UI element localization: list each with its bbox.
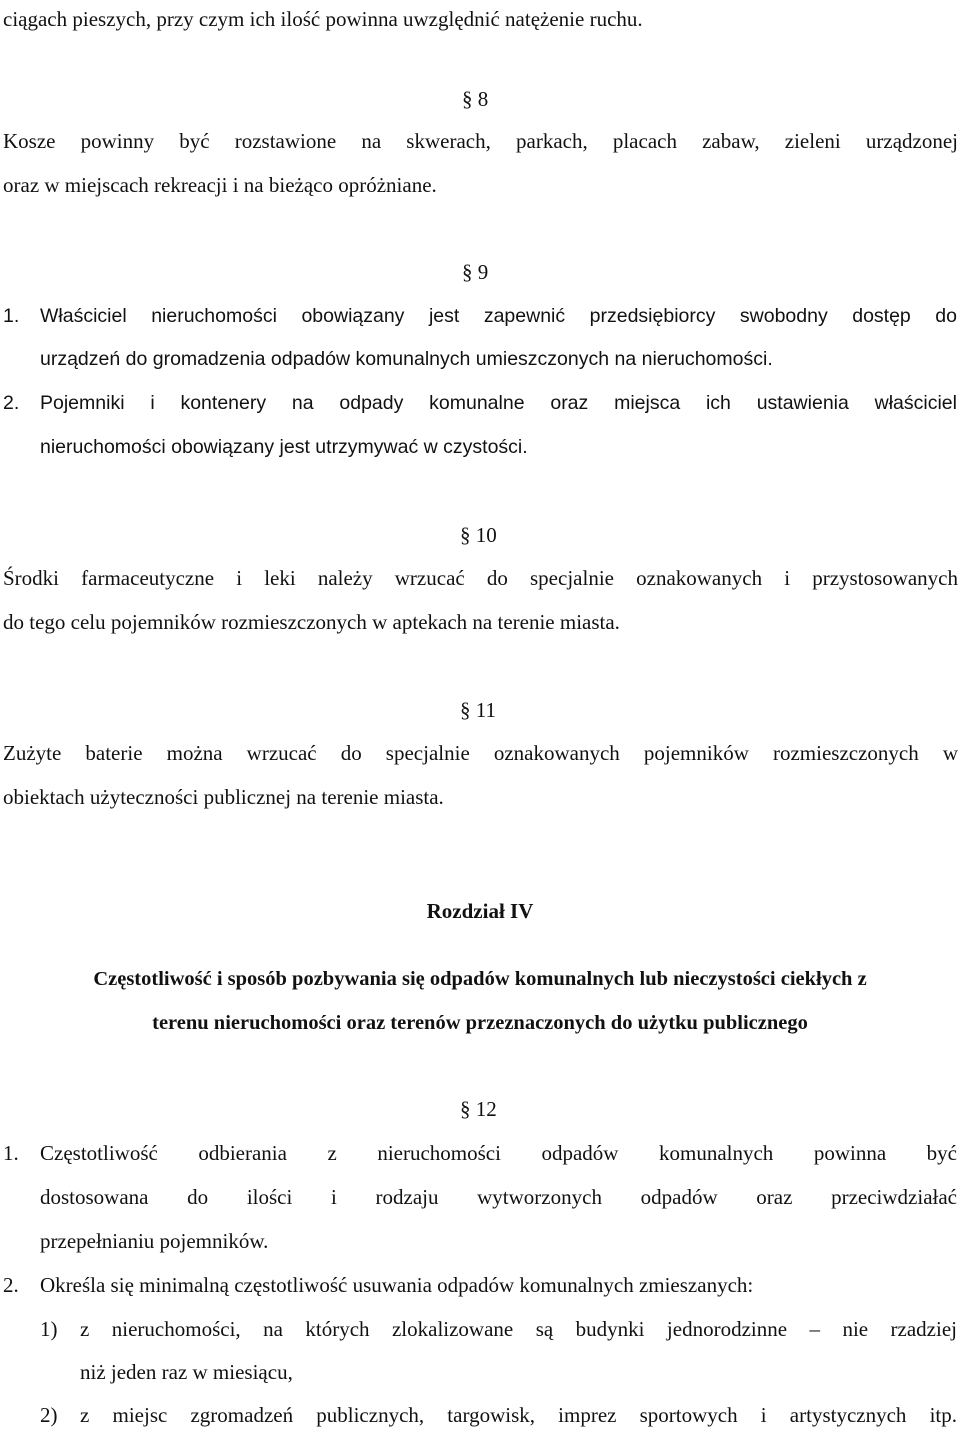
section-9-point-1-line-2: urządzeń do gromadzenia odpadów komunalnych umieszczonych na nieruchomości.: [40, 348, 773, 370]
section-12-point-1-line-1: Częstotliwość odbierania z nieruchomości odpadów komunalnych powinna być: [40, 1141, 957, 1165]
section-9-point-2-number: 2.: [3, 392, 20, 414]
list-item-1-number: 1): [40, 1317, 58, 1341]
section-8-label: § 8: [462, 87, 489, 111]
section-10-label: § 10: [460, 523, 497, 547]
section-9-point-1-number: 1.: [3, 305, 20, 327]
section-12-label: § 12: [460, 1097, 497, 1121]
list-item-1-line-2: niż jeden raz w miesiącu,: [80, 1360, 293, 1384]
section-9-point-1-line-1: Właściciel nieruchomości obowiązany jest zapewnić przedsiębiorcy swobodny dostęp do: [40, 305, 957, 327]
section-12-point-2-line: Określa się minimalną częstotliwość usuwania odpadów komunalnych zmieszanych:: [40, 1273, 754, 1297]
section-12-point-2-number: 2.: [3, 1273, 19, 1297]
section-9-point-2-line-2: nieruchomości obowiązany jest utrzymywać w czystości.: [40, 436, 528, 458]
section-11-label: § 11: [460, 698, 496, 722]
list-item-1-line-1: z nieruchomości, na których zlokalizowane są budynki jednorodzinne – nie rzadziej: [80, 1317, 957, 1341]
section-8-line-1: Kosze powinny być rozstawione na skwerach, parkach, placach zabaw, zieleni urządzonej: [3, 129, 958, 153]
list-item-2-line-1: z miejsc zgromadzeń publicznych, targowisk, imprez sportowych i artystycznych itp.: [80, 1403, 957, 1427]
text-line: ciągach pieszych, przy czym ich ilość powinna uwzględnić natężenie ruchu.: [3, 7, 643, 31]
section-10-line-2: do tego celu pojemników rozmieszczonych w aptekach na terenie miasta.: [3, 610, 620, 634]
section-9-point-2-line-1: Pojemniki i kontenery na odpady komunalne oraz miejsca ich ustawienia właściciel: [40, 392, 957, 414]
section-9-label: § 9: [462, 260, 489, 284]
section-11-line-2: obiektach użyteczności publicznej na terenie miasta.: [3, 785, 444, 809]
chapter-title: Rozdział IV: [426, 899, 534, 923]
section-12-point-1-line-2: dostosowana do ilości i rodzaju wytworzonych odpadów oraz przeciwdziałać: [40, 1185, 957, 1209]
chapter-heading-line-1: Częstotliwość i sposób pozbywania się odpadów komunalnych lub nieczystości ciekłych z: [93, 968, 867, 990]
section-8-line-2: oraz w miejscach rekreacji i na bieżąco opróżniane.: [3, 173, 437, 197]
section-10-line-1: Środki farmaceutyczne i leki należy wrzucać do specjalnie oznakowanych i przystosowanych: [3, 566, 958, 590]
section-12-point-1-number: 1.: [3, 1141, 19, 1165]
section-12-point-1-line-3: przepełnianiu pojemników.: [40, 1229, 269, 1253]
list-item-2-number: 2): [40, 1403, 58, 1427]
section-11-line-1: Zużyte baterie można wrzucać do specjalnie oznakowanych pojemników rozmieszczonych w: [3, 741, 958, 765]
chapter-heading-line-2: terenu nieruchomości oraz terenów przeznaczonych do użytku publicznego: [152, 1012, 808, 1034]
